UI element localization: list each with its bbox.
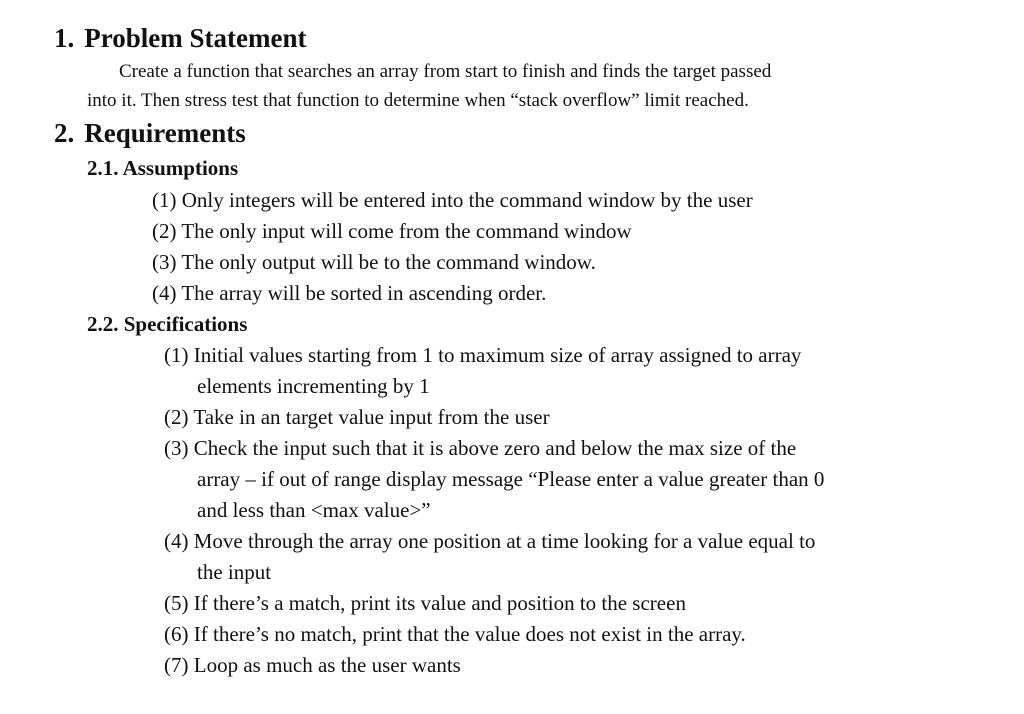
problem-statement-line-1: Create a function that searches an array from start to finish and finds the target passed xyxy=(119,61,772,82)
specification-text: If there’s a match, print its value and position to the screen xyxy=(193,591,686,615)
section-2-title: Requirements xyxy=(84,118,246,148)
specification-continuation: elements incrementing by 1 xyxy=(197,374,430,398)
problem-statement-line-2: into it. Then stress test that function to determine when “stack overflow” limit reached. xyxy=(87,90,749,111)
specification-text: Loop as much as the user wants xyxy=(193,653,461,677)
specification-text: If there’s no match, print that the value does not exist in the array. xyxy=(193,622,746,646)
assumptions-heading: 2.1. Assumptions xyxy=(87,156,239,180)
specification-item xyxy=(164,621,746,647)
specification-item xyxy=(164,342,801,368)
specification-continuation: and less than <max value>” xyxy=(197,498,431,522)
specification-continuation: the input xyxy=(197,560,272,584)
specification-item xyxy=(164,590,686,616)
specification-continuation: array – if out of range display message “Please enter a value greater than 0 xyxy=(197,467,825,491)
section-2-heading xyxy=(54,118,246,148)
section-2-number: 2. xyxy=(54,118,75,148)
specification-marker: (4) xyxy=(164,529,189,553)
specification-marker: (7) xyxy=(164,653,189,677)
specification-marker: (3) xyxy=(164,436,189,460)
section-1-number: 1. xyxy=(54,23,75,53)
specification-marker: (2) xyxy=(164,405,189,429)
specification-item xyxy=(164,652,461,678)
section-1-title: Problem Statement xyxy=(84,23,307,53)
assumption-item: (3) The only output will be to the command window. xyxy=(152,250,596,274)
specification-text: Move through the array one position at a time looking for a value equal to xyxy=(193,529,816,553)
specification-item xyxy=(164,435,796,461)
specification-item xyxy=(164,404,550,430)
specification-marker: (5) xyxy=(164,591,189,615)
specification-text: Take in an target value input from the user xyxy=(193,405,550,429)
specifications-heading: 2.2. Specifications xyxy=(87,312,248,336)
specification-item xyxy=(164,528,815,554)
assumption-item: (2) The only input will come from the command window xyxy=(152,219,632,243)
assumption-item: (1) Only integers will be entered into the command window by the user xyxy=(152,188,753,212)
specification-text: Initial values starting from 1 to maximum size of array assigned to array xyxy=(193,343,802,367)
specification-marker: (6) xyxy=(164,622,189,646)
assumption-item: (4) The array will be sorted in ascending order. xyxy=(152,281,547,305)
specification-marker: (1) xyxy=(164,343,189,367)
specification-text: Check the input such that it is above zero and below the max size of the xyxy=(193,436,797,460)
section-1-heading xyxy=(54,23,306,53)
